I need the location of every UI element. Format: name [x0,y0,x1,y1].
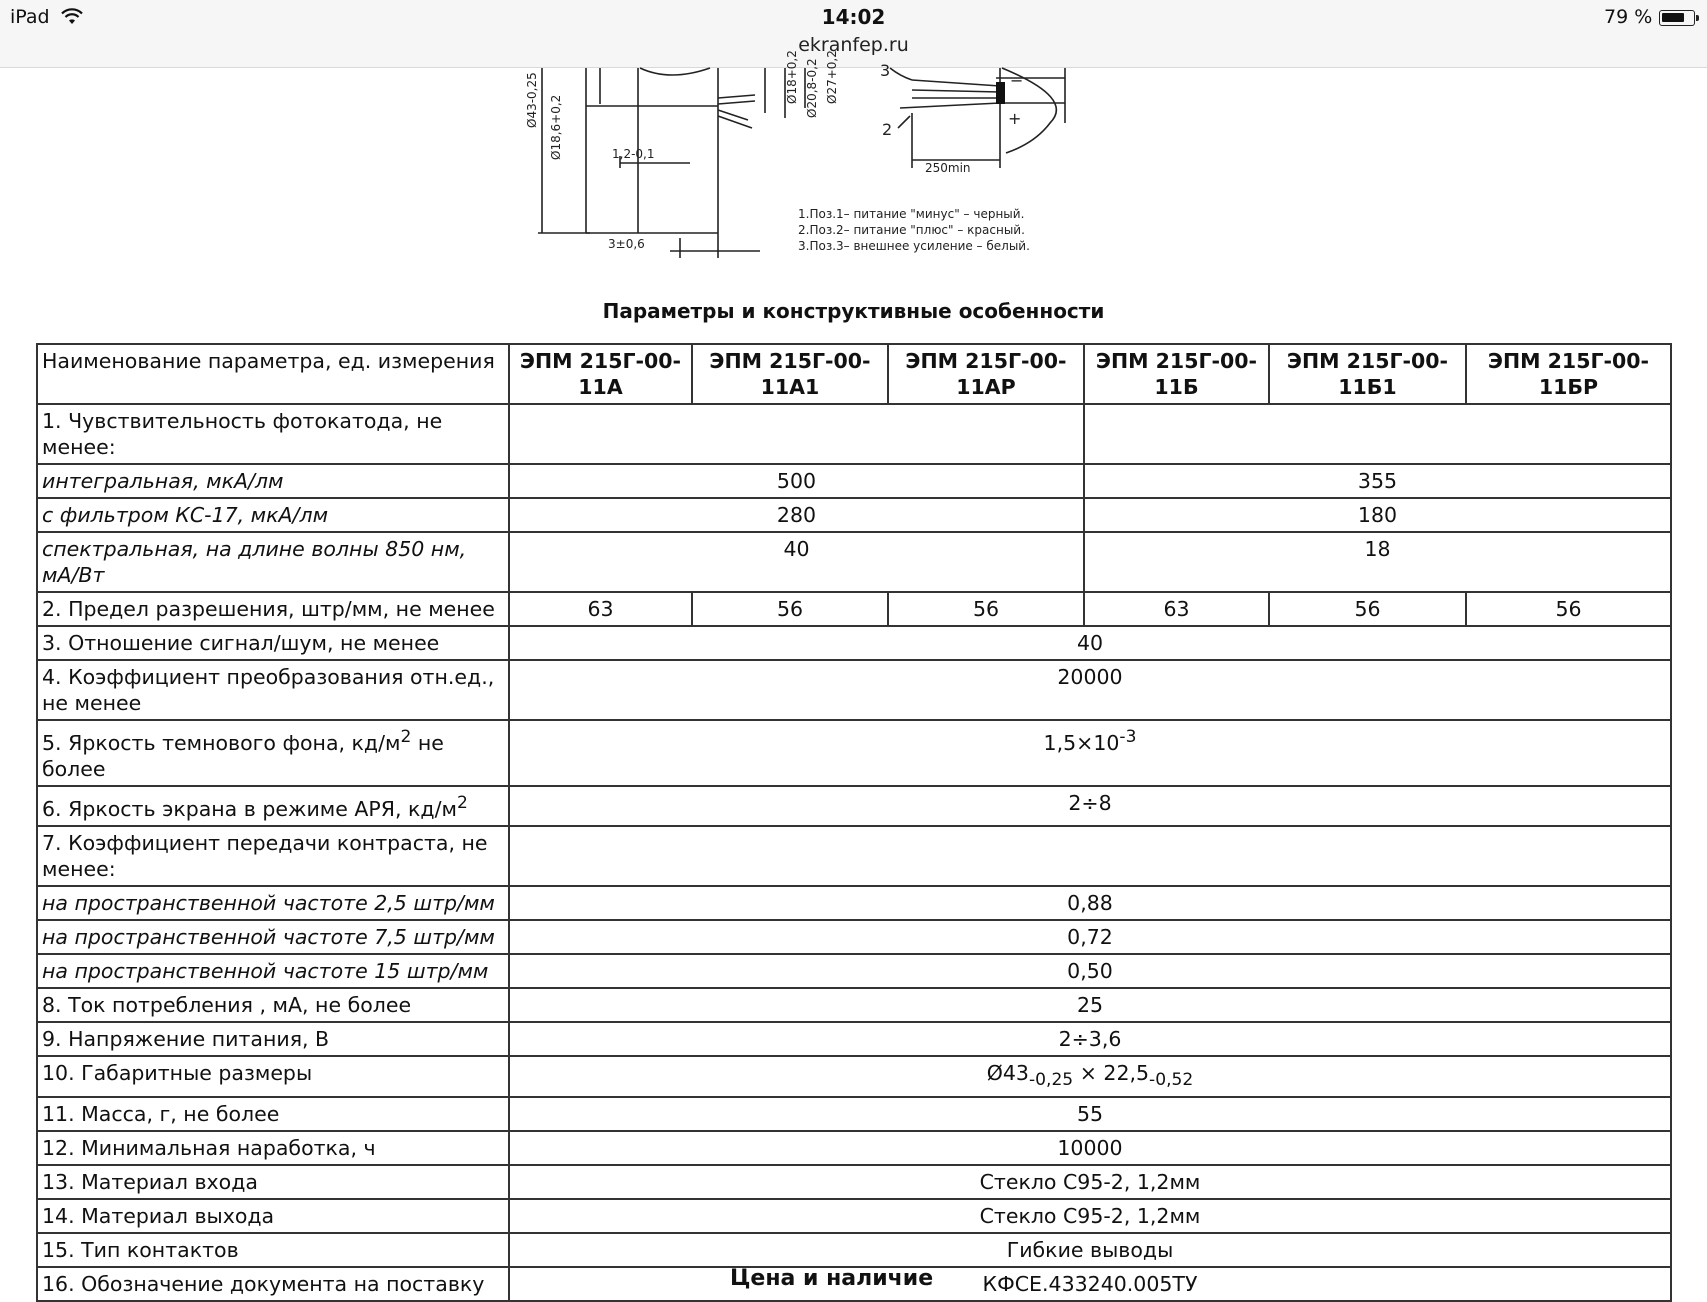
header-model-11b1: ЭПМ 215Г-00-11Б1 [1269,344,1466,404]
header-model-11a: ЭПМ 215Г-00-11А [509,344,692,404]
dim-20-8-label: Ø20,8-0,2 [805,58,819,118]
value-cell: 55 [509,1097,1671,1131]
value-cell: 0,50 [509,954,1671,988]
value-group-b: 180 [1084,498,1671,532]
dim-1-2-label: 1,2-0,1 [612,147,655,161]
value-cell: 56 [1269,592,1466,626]
row-label: 1. Чувствительность фотокатода, не менее: [37,404,509,464]
row-label: 2. Предел разрешения, штр/мм, не менее [37,592,509,626]
section-title: Параметры и конструктивные особенности [602,299,1105,323]
table-row [37,592,1671,626]
drawing-canvas [520,50,1180,278]
header-param-name: Наименование параметра, ед. измерения [37,344,509,404]
table-row [37,1131,1671,1165]
row-label: с фильтром КС-17, мкА/лм [37,498,509,532]
table-row [37,826,1671,886]
value-cell: 0,72 [509,920,1671,954]
value-cell: 2÷8 [509,786,1671,826]
dimension-tolerance: -0,25 [1028,1069,1074,1090]
table-row [37,464,1671,498]
value-cell: 20000 [509,660,1671,720]
battery-percent: 79 % [1604,6,1653,28]
table-row [37,498,1671,532]
table-row [37,988,1671,1022]
dim-27-label: Ø27+0,2 [825,50,839,104]
value-cell [509,1056,1671,1097]
dim-18-label: Ø18+0,2 [785,50,799,104]
value-cell: Стекло С95-2, 1,2мм [509,1165,1671,1199]
position-2-label: 2 [882,120,893,139]
value-cell: Стекло С95-2, 1,2мм [509,1199,1671,1233]
empty-cell [1084,404,1671,464]
row-label: 12. Минимальная наработка, ч [37,1131,509,1165]
value-cell: 2÷3,6 [509,1022,1671,1056]
row-label: на пространственной частоте 15 штр/мм [37,954,509,988]
value-group-a: 500 [509,464,1084,498]
value-cell: 10000 [509,1131,1671,1165]
table-row [37,660,1671,720]
value-cell: Гибкие выводы [509,1233,1671,1267]
technical-drawing [520,50,1180,278]
value-cell: 63 [1084,592,1269,626]
row-label-text: 6. Яркость экрана в режиме АРЯ, кд/м [42,796,457,821]
value-cell: 0,88 [509,886,1671,920]
row-label: 3. Отношение сигнал/шум, не менее [37,626,509,660]
table-row [37,720,1671,786]
value-exponent: -3 [1119,727,1137,747]
value-group-b: 355 [1084,464,1671,498]
address-bar-url[interactable]: ekranfep.ru [798,34,909,56]
drawing-note-1: 1.Поз.1– питание "минус" – черный. [798,207,1025,221]
clock: 14:02 [821,5,886,29]
value-cell: 40 [509,626,1671,660]
empty-cell [509,404,1084,464]
battery-tip [1696,15,1699,21]
drawing-note-3: 3.Поз.3– внешнее усиление – белый. [798,239,1030,253]
row-label: 11. Масса, г, не более [37,1097,509,1131]
battery-icon [1659,10,1695,26]
dim-43-label: Ø43-0,25 [525,72,539,128]
table-row [37,1056,1671,1097]
row-label-sup: 2 [456,792,468,813]
empty-cell [509,826,1671,886]
table-row [37,1022,1671,1056]
table-row [37,954,1671,988]
table-row [37,1097,1671,1131]
position-3-label: 3 [880,61,891,80]
row-label: интегральная, мкА/лм [37,464,509,498]
value-group-a: 280 [509,498,1084,532]
row-label: на пространственной частоте 2,5 штр/мм [37,886,509,920]
row-label: 4. Коэффициент преобразования отн.ед., не менее [37,660,509,720]
table-row [37,404,1671,464]
dim-3-label: 3±0,6 [608,237,645,251]
row-label: 15. Тип контактов [37,1233,509,1267]
device-name: iPad [10,6,50,28]
dim-18-6-label: Ø18,6+0,2 [549,94,563,160]
dimension-tolerance: -0,52 [1149,1069,1194,1090]
value-group-a: 40 [509,532,1084,592]
row-label [37,720,509,786]
row-label: спектральная, на длине волны 850 нм, мА/Вт [37,532,509,592]
row-label: 8. Ток потребления , мА, не более [37,988,509,1022]
value-base: 1,5×10 [1043,730,1120,755]
drawing-note-2: 2.Поз.2– питание "плюс" – красный. [798,223,1025,237]
table-row [37,626,1671,660]
row-label: 7. Коэффициент передачи контраста, не менее: [37,826,509,886]
dimension-length: × 22,5 [1073,1060,1150,1085]
row-label: 13. Материал входа [37,1165,509,1199]
table-row [37,1233,1671,1267]
row-label-text: 5. Яркость темнового фона, кд/м [42,730,401,755]
row-label-sup: 2 [400,727,412,747]
minus-sign-label: − [1010,71,1024,90]
header-model-11a1: ЭПМ 215Г-00-11А1 [692,344,888,404]
table-row [37,532,1671,592]
battery-level-fill [1662,13,1684,22]
status-bar [0,0,1707,68]
row-label: 9. Напряжение питания, В [37,1022,509,1056]
row-label: 14. Материал выхода [37,1199,509,1233]
value-cell [509,720,1671,786]
header-model-11b: ЭПМ 215Г-00-11Б [1084,344,1269,404]
parameters-table [36,343,1672,1302]
header-model-11br: ЭПМ 215Г-00-11БР [1466,344,1671,404]
value-cell: 56 [692,592,888,626]
cut-off-heading: Цена и наличие [730,1266,934,1291]
row-label-text: не более [42,730,444,781]
value-group-b: 18 [1084,532,1671,592]
dim-250-label: 250min [925,161,971,175]
table-row [37,1199,1671,1233]
connector-block [996,82,1005,104]
header-model-11ar: ЭПМ 215Г-00-11АР [888,344,1084,404]
row-label: 16. Обозначение документа на поставку [37,1267,509,1301]
table-header-row [37,344,1671,404]
dimension-diameter: Ø43 [986,1060,1029,1085]
value-cell: 56 [888,592,1084,626]
table-row [37,786,1671,826]
row-label [37,786,509,826]
table-row [37,920,1671,954]
value-cell: КФСЕ.433240.005ТУ [509,1267,1671,1301]
table-row [37,886,1671,920]
row-label: на пространственной частоте 7,5 штр/мм [37,920,509,954]
value-cell: 63 [509,592,692,626]
row-label: 10. Габаритные размеры [37,1056,509,1097]
plus-sign-label: + [1008,109,1022,128]
value-cell: 56 [1466,592,1671,626]
table-row [37,1165,1671,1199]
value-cell: 25 [509,988,1671,1022]
